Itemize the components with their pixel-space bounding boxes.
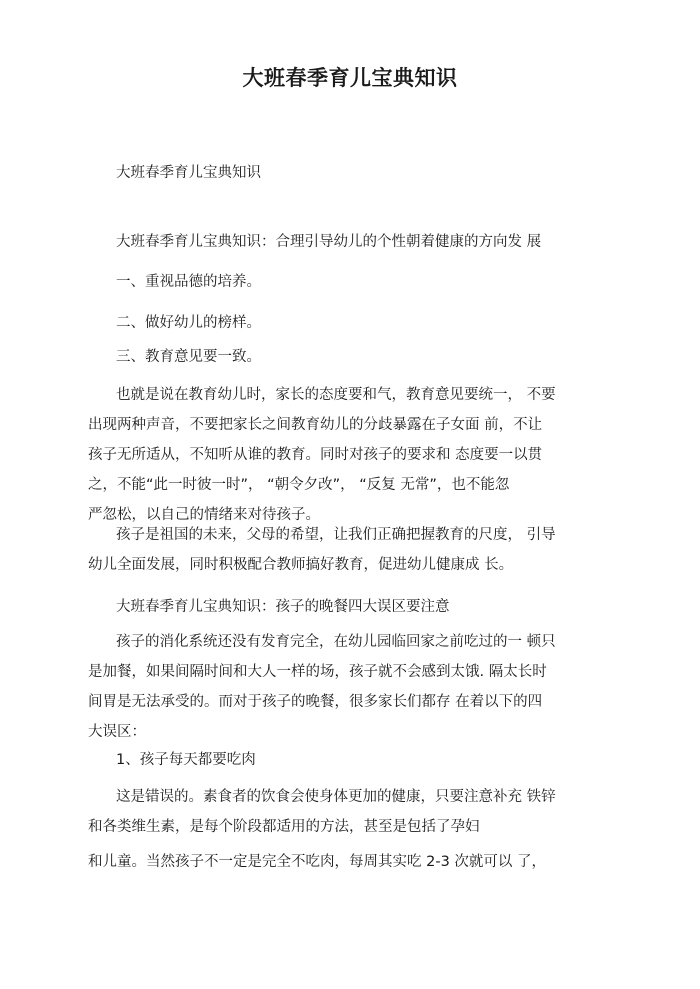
paragraph-1-line: 孩子无所适从，不知听从谁的教育。同时对孩子的要求和 态度要一以贯: [88, 447, 543, 463]
paragraph-1-line: 之，不能“此一时彼一时”， “朝令夕改”， “反复 无常”，也不能忽: [88, 477, 510, 493]
point-1: 一、重视品德的培养。: [116, 274, 261, 290]
paragraph-3-line: 大误区：: [88, 724, 146, 740]
section-2-heading: 大班春季育儿宝典知识：孩子的晚餐四大误区要注意: [116, 599, 450, 615]
paragraph-4-line: 和各类维生素，是每个阶段都适用的方法，甚至是包括了孕妇: [88, 819, 480, 835]
paragraph-3: [88, 627, 628, 747]
paragraph-3-line: 间胃是无法承受的。而对于孩子的晚餐，很多家长们都存 在着以下的四: [88, 694, 543, 710]
paragraph-3-line: 孩子的消化系统还没有发育完全，在幼儿园临回家之前吃过的一 顿只: [116, 634, 556, 650]
paragraph-3-line: 是加餐，如果间隔时间和大人一样的场，孩子就不会感到太饿. 隔太长时: [88, 664, 547, 680]
paragraph-2: [88, 520, 628, 580]
paragraph-1-line: 出现两种声音，不要把家长之间教育幼儿的分歧暴露在子女面 前，不让: [88, 417, 543, 433]
item-1-heading: 1、孩子每天都要吃肉: [116, 752, 256, 768]
paragraph-2-line: 幼儿全面发展，同时积极配合教师搞好教育，促进幼儿健康成 长。: [88, 557, 514, 573]
document-title: 大班春季育儿宝典知识: [242, 66, 458, 90]
paragraph-4-line: 这是错误的。素食者的饮食会使身体更加的健康，只要注意补充 铁锌: [116, 789, 556, 805]
document-subtitle: 大班春季育儿宝典知识: [116, 165, 261, 181]
paragraph-1: [88, 380, 628, 530]
paragraph-1-line: 严忽松，以自己的情绪来对待孩子。: [88, 507, 320, 523]
paragraph-5: 和儿童。当然孩子不一定是完全不吃肉，每周其实吃 2-3 次就可以 了，: [88, 854, 547, 870]
intro-line: 大班春季育儿宝典知识：合理引导幼儿的个性朝着健康的方向发 展: [116, 234, 542, 250]
paragraph-2-line: 孩子是祖国的未来，父母的希望，让我们正确把握教育的尺度， 引导: [116, 527, 556, 543]
point-3: 三、教育意见要一致。: [116, 349, 261, 365]
point-2: 二、做好幼儿的榜样。: [116, 315, 261, 331]
paragraph-1-line: 也就是说在教育幼儿时，家长的态度要和气，教育意见要统一， 不要: [116, 387, 556, 403]
paragraph-4: [88, 782, 628, 842]
